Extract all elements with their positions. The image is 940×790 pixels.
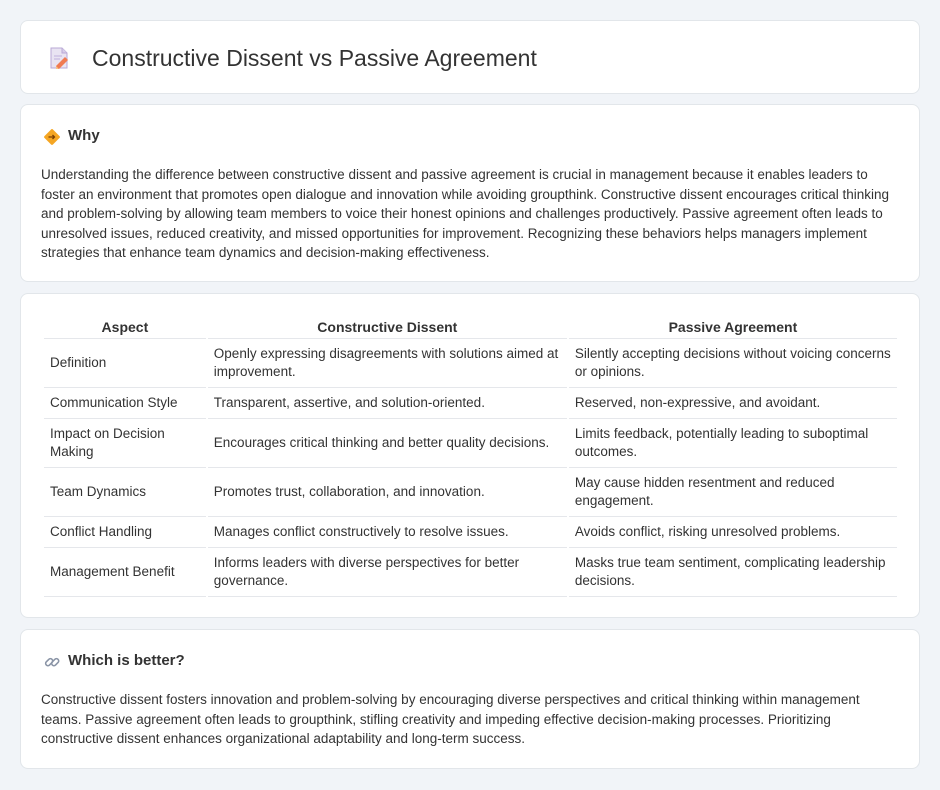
aspect-cell: Impact on Decision Making (44, 419, 206, 468)
agreement-cell: Masks true team sentiment, complicating leadership decisions. (569, 548, 897, 597)
dissent-cell: Promotes trust, collaboration, and innovation. (208, 468, 567, 517)
aspect-cell: Definition (44, 339, 206, 388)
dissent-cell: Openly expressing disagreements with solutions aimed at improvement. (208, 339, 567, 388)
which-is-better-text: Constructive dissent fosters innovation and problem-solving by encouraging diverse perspectives and critical thinking within management teams. Passive agreement often leads to groupthink, stifling creativity and impeding effective decision-making processes. Prioritizing constructive dissent enhances organizational adaptability and long-term success. (41, 692, 860, 746)
dissent-cell: Manages conflict constructively to resolve issues. (208, 517, 567, 548)
table-row (44, 419, 897, 468)
table-row (44, 388, 897, 419)
link-icon (43, 653, 61, 671)
comparison-table (42, 316, 899, 597)
aspect-cell: Conflict Handling (44, 517, 206, 548)
page-title: Constructive Dissent vs Passive Agreement (92, 45, 537, 71)
table-row (44, 468, 897, 517)
diamond-arrows-icon (43, 128, 61, 146)
table-row (44, 517, 897, 548)
table-row (44, 339, 897, 388)
header-aspect: Aspect (44, 316, 206, 339)
which-is-better-title: Which is better? (68, 652, 185, 669)
agreement-cell: Limits feedback, potentially leading to suboptimal outcomes. (569, 419, 897, 468)
header-constructive-dissent: Constructive Dissent (208, 316, 567, 339)
agreement-cell: Silently accepting decisions without voicing concerns or opinions. (569, 339, 897, 388)
table-header-row (44, 316, 897, 339)
document-pencil-icon (48, 46, 70, 70)
dissent-cell: Encourages critical thinking and better quality decisions. (208, 419, 567, 468)
header-passive-agreement: Passive Agreement (569, 316, 897, 339)
agreement-cell: May cause hidden resentment and reduced engagement. (569, 468, 897, 517)
dissent-cell: Informs leaders with diverse perspectives for better governance. (208, 548, 567, 597)
why-text: Understanding the difference between constructive dissent and passive agreement is crucial in management because it enables leaders to foster an environment that promotes open dialogue and innovation while avoiding groupthink. Constructive dissent encourages critical thinking and problem-solving by allowing team members to voice their honest opinions and challenges productively. Passive agreement often leads to unresolved issues, reduced creativity, and missed opportunities for improvement. Recognizing these behaviors helps managers implement strategies that enhance team dynamics and decision-making effectiveness. (41, 167, 890, 260)
which-is-better-section (20, 629, 920, 769)
aspect-cell: Communication Style (44, 388, 206, 419)
why-section (20, 104, 920, 282)
why-title: Why (68, 127, 100, 144)
aspect-cell: Team Dynamics (44, 468, 206, 517)
comparison-table-card (20, 293, 920, 618)
header-card (20, 20, 920, 94)
agreement-cell: Reserved, non-expressive, and avoidant. (569, 388, 897, 419)
aspect-cell: Management Benefit (44, 548, 206, 597)
agreement-cell: Avoids conflict, risking unresolved problems. (569, 517, 897, 548)
dissent-cell: Transparent, assertive, and solution-oriented. (208, 388, 567, 419)
table-row (44, 548, 897, 597)
